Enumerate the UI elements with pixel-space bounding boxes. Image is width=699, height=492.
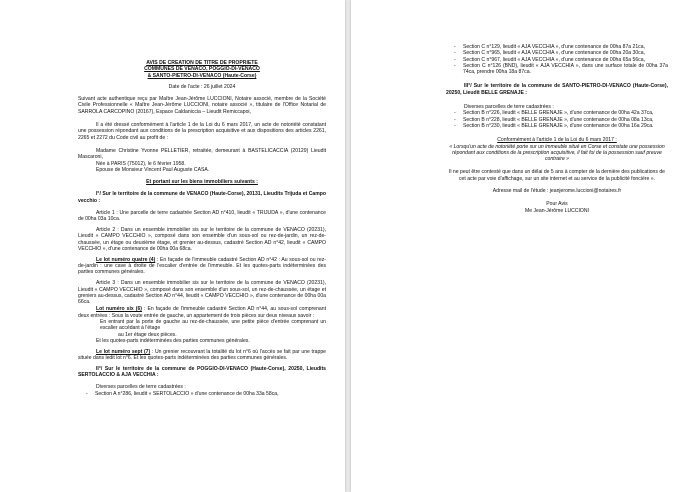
lot-6 (78, 306, 326, 319)
lot-6-text: : En façade de l'immeuble cadastré Section AD n°44, au sous-sol comprenant deux entrées : Sous la voute entrée de gauche, un appartement de trois pièces sur deux niveaux savoir : (78, 306, 327, 319)
section-2-title: II°/ Sur le territoire de la commune de POGGIO-DI-VENACO (Haute-Corse), 20250, Lieudits SERTOLACCIO & AJA VECCHIA : (78, 365, 326, 379)
beneficiary-birth: Née à PARIS (75012), le 6 février 1958. (96, 160, 186, 167)
notoriete-paragraph: Il a été dressé conformément à l'article 1 de la Loi du 6 mars 2017, un acte de notoriété constatant une possession répondant aux conditions de la prescription acquisitive et aux dispositions des articles 2261, 2265 et 2272 du Code civil au profit de : (78, 122, 326, 141)
article-1: Article 1 : Une parcelle de terre cadastrée Section AD n°410, lieudit « TRIJUDA », d'une contenance de 00ha 03a 10ca. (78, 210, 326, 223)
study-email: Adresse mail de l'étude : jeanjerome.luccioni@notaires.fr (492, 188, 622, 195)
page-1-content (78, 60, 326, 397)
intro-paragraph: Suivant acte authentique reçu par Maître Jean-Jérôme LUCCIONI, Notaire associé, membre de la Société Civile Professionnelle « Maître Jean-Jérôme LUCCIONI, notaire associé », titulaire de l'Office Notarial de SARROLA CARCOPINO (20167), Espace Caldaniccia – Lieudit Remiccapoi, (78, 96, 326, 115)
lot-7-label: Le lot numéro sept (7) (96, 348, 151, 355)
loi-heading: Conformément à l'article 1 de la Loi du 6 mars 2017 : (497, 137, 617, 144)
diverses-parcelles-1: Diverses parcelles de terre cadastrées : (96, 384, 186, 391)
notice-title (78, 60, 326, 79)
portant-heading: Et portant sur les biens immobiliers suivants : (146, 179, 258, 186)
title-line-1: AVIS DE CREATION DE TITRE DE PROPRIETE (146, 60, 258, 66)
section-1-title: I°/ Sur le territoire de la commune de VENACO (Haute-Corse), 20131, Lieudits Trijuda et Campo vecchio : (78, 191, 326, 204)
parcelle-c-967: - Section C n°967, lieudit « AJA VECCHIA », d'une contenance de 00ha 65a 56ca, (446, 57, 668, 63)
title-line-3: & SANTO-PIETRO-DI-VENACO (Haute-Corse) (147, 72, 257, 79)
lot-4-label: Le lot numéro quatre (4) (96, 256, 156, 263)
parcelle-b-228: - Section B n°228, lieudit « BELLE GRENAJE », d'une contenance de 00ha 08a 13ca, (446, 117, 668, 123)
act-date: Date de l'acte : 26 juillet 2024 (168, 83, 236, 90)
lot-7 (78, 349, 326, 362)
article-3: Article 3 : Dans un ensemble immobilier sis sur le territoire de la commune de VENACO (20231), Lieudit « CAMPO VECCHIO », composé dans son ensemble d'un sous-sol, un rez-de-chaussée, un étage et greniers au-dessus, cadastré Section AD n°44, lieudit « CAMPO VECCHIO », d'une contenance de 00ha 00a 66ca. (78, 280, 326, 306)
beneficiary-name: Madame Christine Yvonne PELLETIER, retraitée, demeurant à BASTELICACCIA (20129) Lieudit Mascaroni, (78, 147, 326, 161)
pour-avis: Pour Avis (546, 201, 568, 208)
parcelle-b-226: - Section B n°226, lieudit « BELLE GRENAJE », d'une contenance de 00ha 42a 37ca, (446, 110, 668, 116)
beneficiary-spouse: Epouse de Monsieur Vincent Paul Auguste CASA. (96, 166, 210, 173)
loi-quote: « Lorsqu'un acte de notoriété porte sur un immeuble situé en Corse et constate une possession répondant aux conditions de la prescription acquisitive, il fait foi de la possession sauf preuve contraire » (449, 143, 665, 163)
section-3-title: III°/ Sur le territoire de la commune de SANTO-PIETRO-DI-VENACO (Haute-Corse), 20250, Lieudit BELLE GRENAJE : (446, 83, 668, 96)
title-line-2: COMMUNES DE VENACO, POGGIO-DI-VENACO (144, 66, 260, 73)
parcelle-b-230: - Section B n°230, lieudit « BELLE GRENAJE », d'une contenance de 00ha 16a 29ca. (446, 123, 668, 129)
document-page-2 (351, 0, 699, 492)
parcelle-a-286: - Section A n°286, lieudit « SERTOLACCIO » d'une contenance de 00ha 33a 58ca, (78, 391, 326, 397)
lot-7-text: : Un grenier recouvrant la totalité du lot n°6 où l'accès se fait par une trappe située dans ledit lot n°6. Et les quotes-parts indéterminées des parties communes générales. (78, 348, 326, 361)
lot-6-label: Lot numéro six (6) (96, 306, 143, 313)
lot-6-detail-2: au 1er étage deux pièces. (118, 331, 177, 338)
article-2: Article 2 : Dans un ensemble immobilier sis sur le territoire de la commune de VENACO (20231), Lieudit « CAMPO VECCHIO », composé dans son ensemble d'un sous-sol ou rez-de-jardin, un rez-de-chaussée, un étage ou deuxième étage, et grenier au-dessus, cadastré Section AD n°42, lieudit « CAMPO VECCHIO », d'une contenance de 00ha 00a 68ca. (78, 227, 326, 253)
diverses-parcelles-2: Diverses parcelles de terre cadastrées : (464, 104, 554, 111)
parcelle-c-129: - Section C n°129, lieudit « AJA VECCHIA », d'une contenance de 00ha 87a 21ca, (446, 44, 668, 50)
page-2-content (446, 44, 668, 214)
parcelle-c-126: - Section C n°126 (BND), lieudit « AJA VECCHIA », dans une surface totale de 00ha 37a 74ca, prendre 00ha 18a 87ca. (446, 63, 668, 76)
lot-4 (78, 257, 326, 276)
beneficiary-block (78, 148, 326, 173)
document-page-1 (0, 0, 345, 492)
lot-6-detail-1: En entrant par la porte de gauche au rez-de-chaussée, une petite pièce d'entrée comprenant un escalier accédant à l'étage (100, 319, 326, 332)
lot-6-detail-3: Et les quotes-parts indéterminées des parties communes générales. (96, 337, 250, 344)
lot-4-text: : En façade de l'immeuble cadastré Section AD n°42 : Au sous-sol ou rez-de-jardin : une cave à droite de l'escalier d'entrée de l'immeuble. Et les quotes-parts indéterminées des parties communes générales. (78, 256, 326, 276)
parcelle-c-965: - Section C n°965, lieudit « AJA VECCHIA », d'une contenance de 00ha 20a 30ca, (446, 50, 668, 56)
contest-paragraph: Il ne peut être contesté que dans un délai de 5 ans à compter de la dernière des publications de cet acte par voie d'affichage, sur un site internet et au service de la publicité foncière ». (448, 169, 666, 182)
signature: Me Jean-Jérôme LUCCIONI (525, 207, 589, 214)
